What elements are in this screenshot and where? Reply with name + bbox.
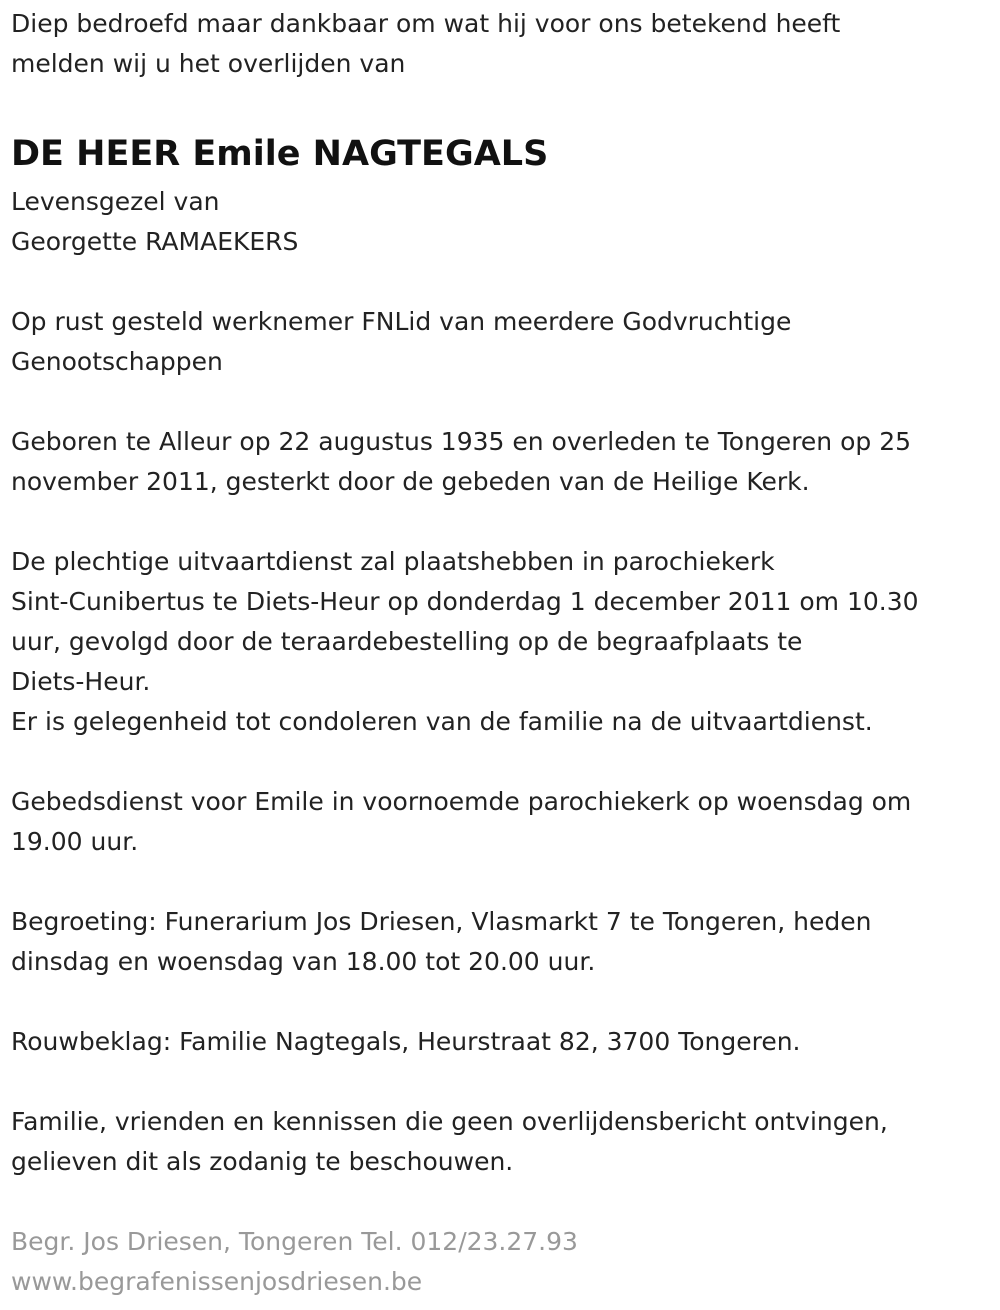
spacer (11, 262, 986, 302)
prayer-service-line: 19.00 uur. (11, 827, 139, 856)
intro-paragraph (11, 4, 986, 84)
funeral-paragraph (11, 542, 986, 742)
occupation-line: Genootschappen (11, 347, 223, 376)
funeral-line: uur, gevolgd door de teraardebestelling op de begraafplaats te (11, 627, 803, 656)
birth-death-paragraph (11, 422, 986, 502)
spacer (11, 502, 986, 542)
occupation-line: Op rust gesteld werknemer FNLid van meerdere Godvruchtige (11, 307, 792, 336)
spacer (11, 982, 986, 1022)
visitation-paragraph (11, 902, 986, 982)
spacer (11, 862, 986, 902)
visitation-line: Begroeting: Funerarium Jos Driesen, Vlasmarkt 7 te Tongeren, heden (11, 907, 872, 936)
funeral-line: Sint-Cunibertus te Diets-Heur op donderdag 1 december 2011 om 10.30 (11, 587, 919, 616)
visitation-line: dinsdag en woensdag van 18.00 tot 20.00 uur. (11, 947, 596, 976)
spacer (11, 382, 986, 422)
spacer (11, 1062, 986, 1102)
partner-line: Georgette RAMAEKERS (11, 227, 299, 256)
prayer-service-paragraph (11, 782, 986, 862)
birth-death-line: Geboren te Alleur op 22 augustus 1935 en overleden te Tongeren op 25 (11, 427, 912, 456)
funeral-line: De plechtige uitvaartdienst zal plaatshebben in parochiekerk (11, 547, 775, 576)
condolence-address-line: Rouwbeklag: Familie Nagtegals, Heurstraat 82, 3700 Tongeren. (11, 1027, 801, 1056)
undertaker-contact: Begr. Jos Driesen, Tongeren Tel. 012/23.27.93 (11, 1227, 578, 1256)
closing-line: Familie, vrienden en kennissen die geen overlijdensbericht ontvingen, (11, 1107, 888, 1136)
spacer (11, 742, 986, 782)
intro-line: Diep bedroefd maar dankbaar om wat hij voor ons betekend heeft (11, 9, 841, 38)
deceased-name: DE HEER Emile NAGTEGALS (11, 134, 549, 174)
closing-line: gelieven dit als zodanig te beschouwen. (11, 1147, 514, 1176)
birth-death-line: november 2011, gesterkt door de gebeden van de Heilige Kerk. (11, 467, 810, 496)
condolence-address-paragraph (11, 1022, 986, 1062)
prayer-service-line: Gebedsdienst voor Emile in voornoemde parochiekerk op woensdag om (11, 787, 912, 816)
spacer (11, 1182, 986, 1222)
funeral-line: Er is gelegenheid tot condoleren van de familie na de uitvaartdienst. (11, 707, 873, 736)
undertaker-footer (11, 1222, 986, 1302)
closing-paragraph (11, 1102, 986, 1182)
intro-line: melden wij u het overlijden van (11, 49, 406, 78)
occupation-paragraph (11, 302, 986, 382)
partner-paragraph (11, 182, 986, 262)
partner-line: Levensgezel van (11, 187, 220, 216)
undertaker-website-link[interactable]: www.begrafenissenjosdriesen.be (11, 1267, 423, 1296)
funeral-line: Diets-Heur. (11, 667, 151, 696)
